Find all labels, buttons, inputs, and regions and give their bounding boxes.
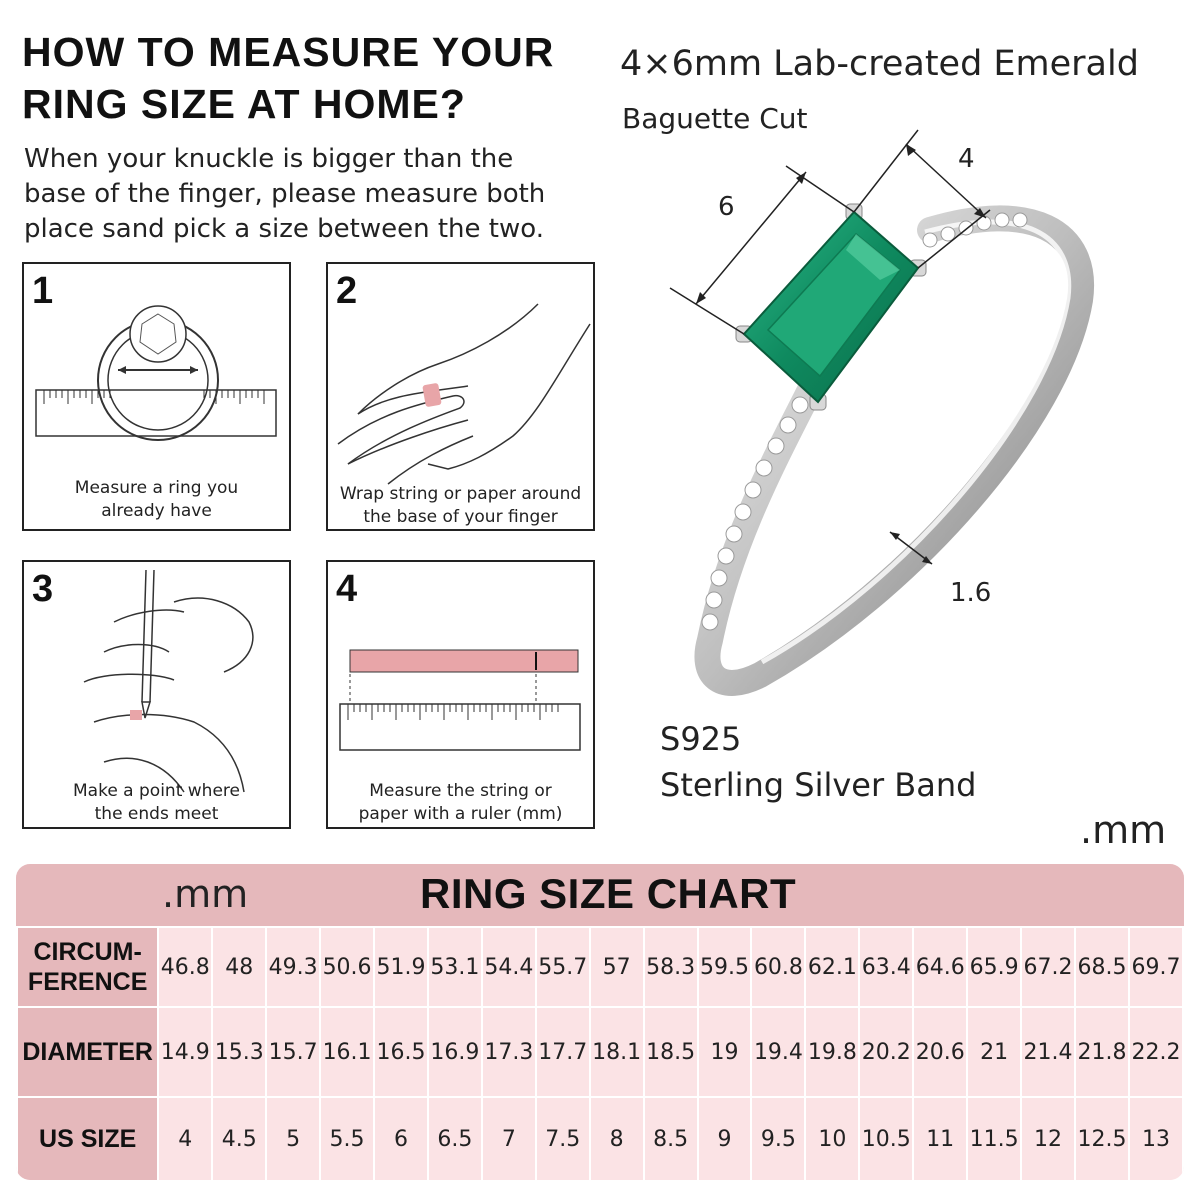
table-cell: 19.4 bbox=[751, 1007, 805, 1097]
chart-unit-label: .mm bbox=[162, 872, 249, 916]
table-cell: 58.3 bbox=[644, 927, 698, 1007]
chart-header bbox=[16, 864, 1184, 926]
table-row bbox=[17, 1007, 1183, 1097]
table-cell: 16.9 bbox=[428, 1007, 482, 1097]
table-cell: 49.3 bbox=[266, 927, 320, 1007]
table-cell: 22.2 bbox=[1129, 1007, 1183, 1097]
table-cell: 46.8 bbox=[158, 927, 212, 1007]
row-header-line-1: CIRCUM- bbox=[33, 938, 142, 966]
table-cell: 63.4 bbox=[859, 927, 913, 1007]
table-row bbox=[17, 927, 1183, 1007]
table-cell: 19.8 bbox=[805, 1007, 859, 1097]
table-cell: 4.5 bbox=[212, 1097, 266, 1180]
table-cell: 64.6 bbox=[913, 927, 967, 1007]
intro-line-3: place sand pick a size between the two. bbox=[24, 214, 544, 244]
cut-description: Baguette Cut bbox=[622, 102, 808, 135]
table-cell: 5.5 bbox=[320, 1097, 374, 1180]
table-cell: 18.1 bbox=[590, 1007, 644, 1097]
step-2-panel bbox=[326, 262, 595, 531]
table-cell: 67.2 bbox=[1021, 927, 1075, 1007]
table-cell: 20.2 bbox=[859, 1007, 913, 1097]
step-3-number: 3 bbox=[32, 568, 54, 610]
metal-description: Sterling Silver Band bbox=[660, 766, 977, 804]
table-cell: 15.3 bbox=[212, 1007, 266, 1097]
table-cell: 50.6 bbox=[320, 927, 374, 1007]
table-cell: 10 bbox=[805, 1097, 859, 1180]
table-cell: 48 bbox=[212, 927, 266, 1007]
intro-line-2: base of the finger, please measure both bbox=[24, 179, 546, 209]
step-4-number: 4 bbox=[336, 568, 358, 610]
table-cell: 55.7 bbox=[536, 927, 590, 1007]
row-header-line-1: DIAMETER bbox=[22, 1038, 153, 1066]
step-2-number: 2 bbox=[336, 270, 358, 312]
table-cell: 10.5 bbox=[859, 1097, 913, 1180]
table-cell: 17.3 bbox=[482, 1007, 536, 1097]
table-cell: 6 bbox=[374, 1097, 428, 1180]
table-cell: 21.8 bbox=[1075, 1007, 1129, 1097]
step-3-caption: Make a point where the ends meet bbox=[73, 781, 240, 824]
table-cell: 9 bbox=[698, 1097, 752, 1180]
table-cell: 16.5 bbox=[374, 1007, 428, 1097]
step-2-caption: Wrap string or paper around the base of your finger bbox=[339, 484, 582, 527]
page-title bbox=[22, 26, 602, 130]
table-cell: 5 bbox=[266, 1097, 320, 1180]
table-cell: 69.7 bbox=[1129, 927, 1183, 1007]
table-cell: 65.9 bbox=[967, 927, 1021, 1007]
metal-grade: S925 bbox=[660, 720, 742, 758]
gem-length-label: 6 bbox=[718, 192, 735, 222]
step-4-caption: Measure the string or paper with a ruler (mm) bbox=[358, 781, 563, 824]
band-width-label: 1.6 bbox=[950, 578, 992, 608]
row-header-line-1: US SIZE bbox=[39, 1125, 137, 1153]
table-cell: 4 bbox=[158, 1097, 212, 1180]
size-table bbox=[16, 926, 1184, 1180]
table-cell: 21 bbox=[967, 1007, 1021, 1097]
table-row bbox=[17, 1097, 1183, 1180]
gem-width-label: 4 bbox=[958, 144, 975, 174]
table-cell: 19 bbox=[698, 1007, 752, 1097]
step-1-caption: Measure a ring you already have bbox=[74, 478, 239, 521]
row-header bbox=[17, 1007, 158, 1097]
table-cell: 7 bbox=[482, 1097, 536, 1180]
table-cell: 12.5 bbox=[1075, 1097, 1129, 1180]
table-cell: 15.7 bbox=[266, 1007, 320, 1097]
table-cell: 13 bbox=[1129, 1097, 1183, 1180]
table-cell: 57 bbox=[590, 927, 644, 1007]
table-cell: 20.6 bbox=[913, 1007, 967, 1097]
step-4-panel bbox=[326, 560, 595, 829]
table-cell: 18.5 bbox=[644, 1007, 698, 1097]
table-cell: 7.5 bbox=[536, 1097, 590, 1180]
row-header bbox=[17, 1097, 158, 1180]
table-cell: 53.1 bbox=[428, 927, 482, 1007]
table-cell: 9.5 bbox=[751, 1097, 805, 1180]
table-cell: 6.5 bbox=[428, 1097, 482, 1180]
table-cell: 59.5 bbox=[698, 927, 752, 1007]
step-1-panel bbox=[22, 262, 291, 531]
table-cell: 14.9 bbox=[158, 1007, 212, 1097]
step-1-number: 1 bbox=[32, 270, 54, 312]
table-cell: 17.7 bbox=[536, 1007, 590, 1097]
table-cell: 16.1 bbox=[320, 1007, 374, 1097]
table-cell: 12 bbox=[1021, 1097, 1075, 1180]
emerald-ring-image bbox=[610, 120, 1170, 720]
intro-text bbox=[24, 142, 614, 247]
table-cell: 8 bbox=[590, 1097, 644, 1180]
table-cell: 11.5 bbox=[967, 1097, 1021, 1180]
title-line-1: HOW TO MEASURE YOUR bbox=[22, 29, 555, 75]
row-header-line-2: FERENCE bbox=[27, 968, 148, 996]
stone-description: 4×6mm Lab-created Emerald bbox=[620, 44, 1139, 84]
step-3-panel bbox=[22, 560, 291, 829]
table-cell: 60.8 bbox=[751, 927, 805, 1007]
ring-size-chart bbox=[16, 864, 1184, 1180]
table-cell: 51.9 bbox=[374, 927, 428, 1007]
table-cell: 62.1 bbox=[805, 927, 859, 1007]
table-cell: 8.5 bbox=[644, 1097, 698, 1180]
title-line-2: RING SIZE AT HOME? bbox=[22, 81, 466, 127]
intro-line-1: When your knuckle is bigger than the bbox=[24, 144, 514, 174]
table-cell: 21.4 bbox=[1021, 1007, 1075, 1097]
table-cell: 54.4 bbox=[482, 927, 536, 1007]
table-cell: 68.5 bbox=[1075, 927, 1129, 1007]
table-cell: 11 bbox=[913, 1097, 967, 1180]
chart-title: RING SIZE CHART bbox=[420, 870, 797, 917]
unit-label: .mm bbox=[1080, 808, 1167, 852]
row-header bbox=[17, 927, 158, 1007]
